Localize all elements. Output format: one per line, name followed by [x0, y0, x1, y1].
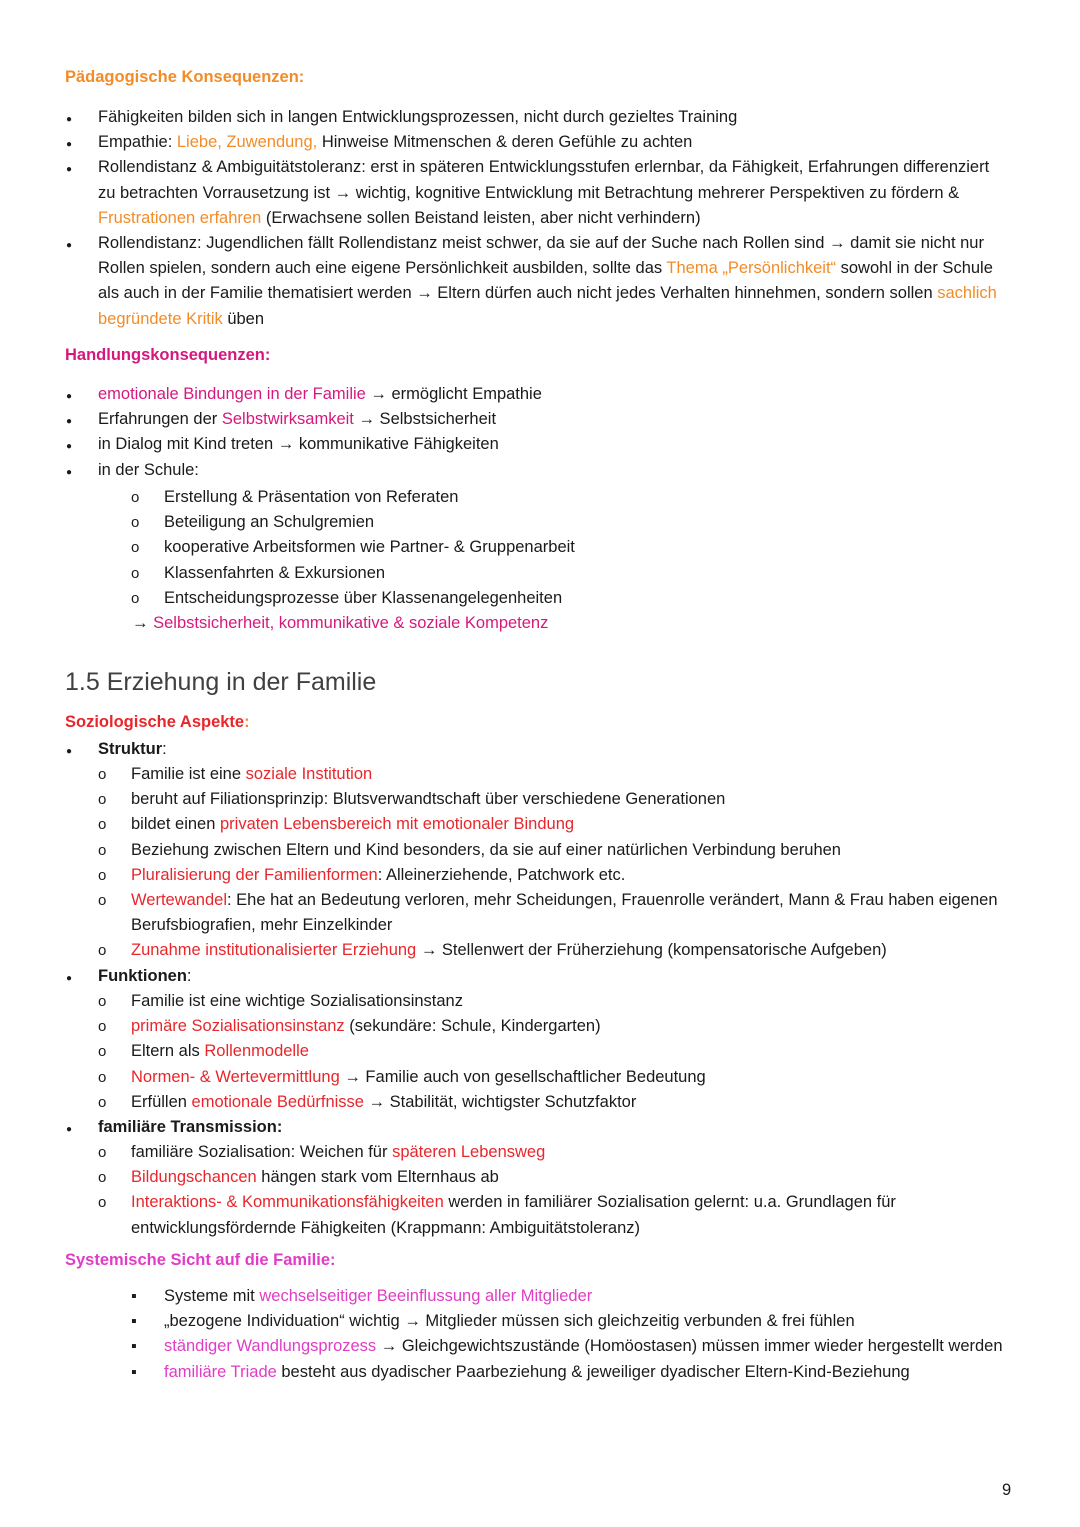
item-text: Systeme mit [164, 1287, 260, 1305]
highlight-text: Rollenmodelle [204, 1042, 309, 1061]
bullet-circle-icon [98, 1090, 106, 1115]
item-text: Klassenfahrten & Exkursionen [164, 563, 386, 582]
school-item [164, 586, 1004, 611]
bullet-dot-icon [66, 964, 72, 991]
funktionen-item [131, 1014, 1001, 1039]
struktur-item [131, 838, 1001, 863]
highlight-text: Frustrationen erfahren [98, 208, 262, 227]
struktur-item [131, 787, 1001, 812]
result-text: Selbstsicherheit, kommunikative & soziale Kompetenz [153, 614, 549, 632]
bullet-circle-icon [131, 510, 139, 535]
arrow-icon: → [132, 614, 154, 632]
highlight-text: Zunahme institutionalisierter Erziehung [131, 941, 417, 960]
funktionen-label: Funktionen [98, 967, 187, 985]
item-text: → Gleichgewichtszustände (Homöostasen) müssen immer wieder hergestellt werden [376, 1337, 1003, 1356]
bullet-circle-icon [131, 561, 139, 586]
bullet-dot-icon [66, 155, 72, 182]
page-number: 9 [1002, 1481, 1012, 1499]
bullet-dot-icon [66, 382, 72, 409]
paed-item [98, 155, 1003, 231]
funktionen-colon: : [186, 967, 192, 985]
bullet-circle-icon [98, 989, 106, 1014]
highlight-text: späteren Lebensweg [392, 1143, 546, 1161]
item-text: Erfüllen [131, 1092, 192, 1111]
highlight-text: soziale Institution [245, 765, 373, 783]
highlight-text: Bildungschancen [131, 1168, 257, 1187]
item-text: familiäre Sozialisation: Weichen für [131, 1143, 393, 1161]
bullet-circle-icon [98, 1014, 106, 1039]
item-text: beruht auf Filiationsprinzip: Blutsverwandtschaft über verschiedene Generationen [131, 790, 726, 809]
bullet-circle-icon [98, 1140, 106, 1165]
list-funktionen [0, 989, 1080, 1115]
heading-soziologische-text: Soziologische Aspekte [65, 713, 245, 731]
highlight-text: primäre Sozialisationsinstanz [131, 1017, 345, 1036]
struktur-item [131, 762, 1001, 787]
highlight-text: sachlich begründete Kritik [98, 284, 997, 328]
funktionen-item [131, 1039, 1001, 1064]
highlight-text: Wertewandel [131, 891, 227, 910]
system-item [164, 1284, 1004, 1309]
list-struktur [0, 762, 1080, 964]
highlight-text: Normen- & Wertevermittlung [131, 1067, 340, 1086]
list-transmission [0, 1140, 1080, 1241]
highlight-text: familiäre Triade [164, 1362, 277, 1381]
paed-item [98, 105, 1003, 130]
bullet-circle-icon [131, 485, 139, 510]
system-item [164, 1360, 1004, 1385]
result-line [132, 611, 548, 636]
highlight-text: Pluralisierung der Familienformen [131, 865, 378, 884]
bullet-circle-icon [131, 586, 139, 611]
school-item [164, 561, 1004, 586]
item-text: besteht aus dyadischer Paarbeziehung & jeweiliger dyadischer Eltern-Kind-Beziehung [276, 1362, 910, 1381]
bullet-circle-icon [98, 888, 106, 913]
bullet-square-icon [131, 1360, 137, 1385]
item-text: hängen stark vom Elternhaus ab [256, 1168, 499, 1187]
transmission-item [131, 1140, 1001, 1165]
bullet-circle-icon [98, 762, 106, 787]
handlung-item [98, 382, 1003, 407]
highlight-text: emotionale Bedürfnisse [191, 1092, 364, 1111]
bullet-dot-icon [66, 105, 72, 132]
funktionen-item [131, 1090, 1001, 1115]
item-text: werden in familiärer Sozialisation gelernt: u.a. Grundlagen für entwicklungsfördernde Fähigkeiten (Krappmann: Ambiguitätstoleranz) [131, 1193, 896, 1237]
item-text: kooperative Arbeitsformen wie Partner- & Gruppenarbeit [164, 538, 575, 557]
list-paedagogische-konsequenzen [0, 105, 1080, 332]
chapter-title: 1.5 Erziehung in der Familie [65, 668, 377, 696]
item-text: Erstellung & Präsentation von Referaten [164, 488, 459, 506]
transmission-item [131, 1190, 1001, 1240]
item-text: Beziehung zwischen Eltern und Kind besonders, da sie auf einer natürlichen Verbindung beruhen [131, 840, 841, 859]
item-text: Beteiligung an Schulgremien [164, 513, 375, 532]
funktionen-item [131, 989, 1001, 1014]
bullet-dot-icon [66, 458, 72, 485]
heading-paedagogische-konsequenzen: Pädagogische Konsequenzen: [65, 68, 305, 86]
school-item [164, 510, 1004, 535]
item-text: : Alleinerziehende, Patchwork etc. [377, 865, 626, 884]
school-item [164, 485, 1004, 510]
item-text: in der Schule: [98, 460, 199, 479]
handlung-item [98, 407, 1003, 432]
struktur-item [131, 812, 1001, 837]
bullet-circle-icon [98, 1065, 106, 1090]
struktur-item [131, 938, 1001, 963]
struktur-item [131, 863, 1001, 888]
item-text: → Selbstsicherheit [353, 410, 497, 429]
bullet-circle-icon [98, 812, 106, 837]
item-text: (Erwachsene sollen Beistand leisten, aber nicht verhindern) [261, 208, 701, 227]
bullet-dot-icon [66, 407, 72, 434]
highlight-text: Thema „Persönlichkeit“ [666, 259, 837, 278]
handlung-item [98, 432, 1003, 457]
list-schule [0, 485, 1080, 611]
paed-item [98, 130, 1003, 155]
struktur-label: Struktur [98, 740, 163, 758]
funktionen-item [131, 1065, 1001, 1090]
bullet-square-icon [131, 1309, 137, 1334]
heading-handlungskonsequenzen: Handlungskonsequenzen: [65, 346, 271, 364]
item-text: Rollendistanz & Ambiguitätstoleranz: erst in späteren Entwicklungsstufen erlernbar, da Fähigkeit, Erfahrungen differenziert zu betrachten Vorrausetzung ist → wichtig, kognitive Entwicklung mit Betrachtung mehrerer Perspektiven zu fördern & [98, 158, 990, 202]
paed-item [98, 231, 1003, 332]
item-text: sowohl in der Schule als auch in der Familie thematisiert werden → Eltern dürfen auch nicht jedes Verhalten hinnehmen, sondern sollen [98, 259, 993, 303]
bullet-dot-icon [66, 130, 72, 157]
item-text: Fähigkeiten bilden sich in langen Entwicklungsprozessen, nicht durch gezieltes Training [98, 108, 738, 126]
item-text: → Familie auch von gesellschaftlicher Bedeutung [339, 1067, 706, 1086]
bullet-dot-icon [66, 432, 72, 459]
bullet-circle-icon [98, 938, 106, 963]
item-text: bildet einen [131, 815, 220, 834]
bullet-dot-icon [66, 737, 72, 764]
item-text: Familie ist eine [131, 765, 246, 783]
heading-systemische-sicht: Systemische Sicht auf die Familie: [65, 1251, 336, 1269]
bullet-circle-icon [98, 838, 106, 863]
item-text: Empathie: [98, 133, 177, 152]
highlight-text: Interaktions- & Kommunikationsfähigkeiten [131, 1193, 444, 1212]
transmission-label: familiäre Transmission: [98, 1118, 283, 1136]
struktur-item [131, 888, 1001, 938]
bullet-dot-icon [66, 231, 72, 258]
item-text: Entscheidungsprozesse über Klassenangelegenheiten [164, 588, 563, 607]
item-text: : Ehe hat an Bedeutung verloren, mehr Scheidungen, Frauenrolle verändert, Mann & Frau haben eigenen Berufsbiografien, mehr Einzelkinder [131, 891, 998, 935]
item-text: in Dialog mit Kind treten → kommunikative Fähigkeiten [98, 435, 499, 454]
highlight-text: Liebe, Zuwendung, [176, 133, 318, 152]
item-text: Hinweise Mitmenschen & deren Gefühle zu achten [317, 133, 693, 152]
bullet-circle-icon [98, 1190, 106, 1215]
item-text: Familie ist eine wichtige Sozialisationsinstanz [131, 992, 463, 1010]
bullet-circle-icon [98, 1165, 106, 1190]
bullet-square-icon [131, 1334, 137, 1359]
highlight-text: wechselseitiger Beeinflussung aller Mitglieder [259, 1287, 593, 1305]
list-systemische-sicht [0, 1284, 1080, 1385]
heading-colon: : [244, 713, 250, 731]
heading-soziologische-aspekte [65, 713, 250, 732]
item-text: → Stabilität, wichtigster Schutzfaktor [363, 1092, 637, 1111]
item-text: üben [222, 309, 265, 328]
transmission-label-row [98, 1115, 282, 1140]
item-text: (sekundäre: Schule, Kindergarten) [344, 1017, 601, 1036]
struktur-label-row [98, 737, 167, 762]
system-item [164, 1309, 1004, 1334]
bullet-circle-icon [98, 787, 106, 812]
school-item [164, 535, 1004, 560]
bullet-dot-icon [66, 1115, 72, 1142]
bullet-square-icon [131, 1284, 137, 1309]
highlight-text: Selbstwirksamkeit [221, 410, 354, 429]
item-text: Eltern als [131, 1042, 205, 1061]
struktur-colon: : [162, 740, 167, 758]
item-text: „bezogene Individuation“ wichtig → Mitglieder müssen sich gleichzeitig verbunden & frei fühlen [164, 1312, 855, 1331]
list-handlungskonsequenzen [0, 382, 1080, 483]
handlung-item [98, 458, 1003, 483]
highlight-text: privaten Lebensbereich mit emotionaler Bindung [220, 815, 575, 834]
bullet-circle-icon [131, 535, 139, 560]
funktionen-label-row [98, 964, 192, 989]
system-item [164, 1334, 1004, 1359]
bullet-circle-icon [98, 1039, 106, 1064]
highlight-text: ständiger Wandlungsprozess [164, 1337, 377, 1356]
highlight-text: emotionale Bindungen in der Familie [98, 385, 366, 403]
item-text: → ermöglicht Empathie [365, 385, 542, 403]
transmission-item [131, 1165, 1001, 1190]
item-text: Rollendistanz: Jugendlichen fällt Rollendistanz meist schwer, da sie auf der Suche nach Rollen sind → damit sie nicht nur Rollen spielen, sondern auch eine eigene Persönlichkeit ausbilden, sollte das [98, 234, 984, 278]
item-text: → Stellenwert der Früherziehung (kompensatorische Aufgeben) [416, 941, 887, 960]
bullet-circle-icon [98, 863, 106, 888]
item-text: Erfahrungen der [98, 410, 222, 429]
